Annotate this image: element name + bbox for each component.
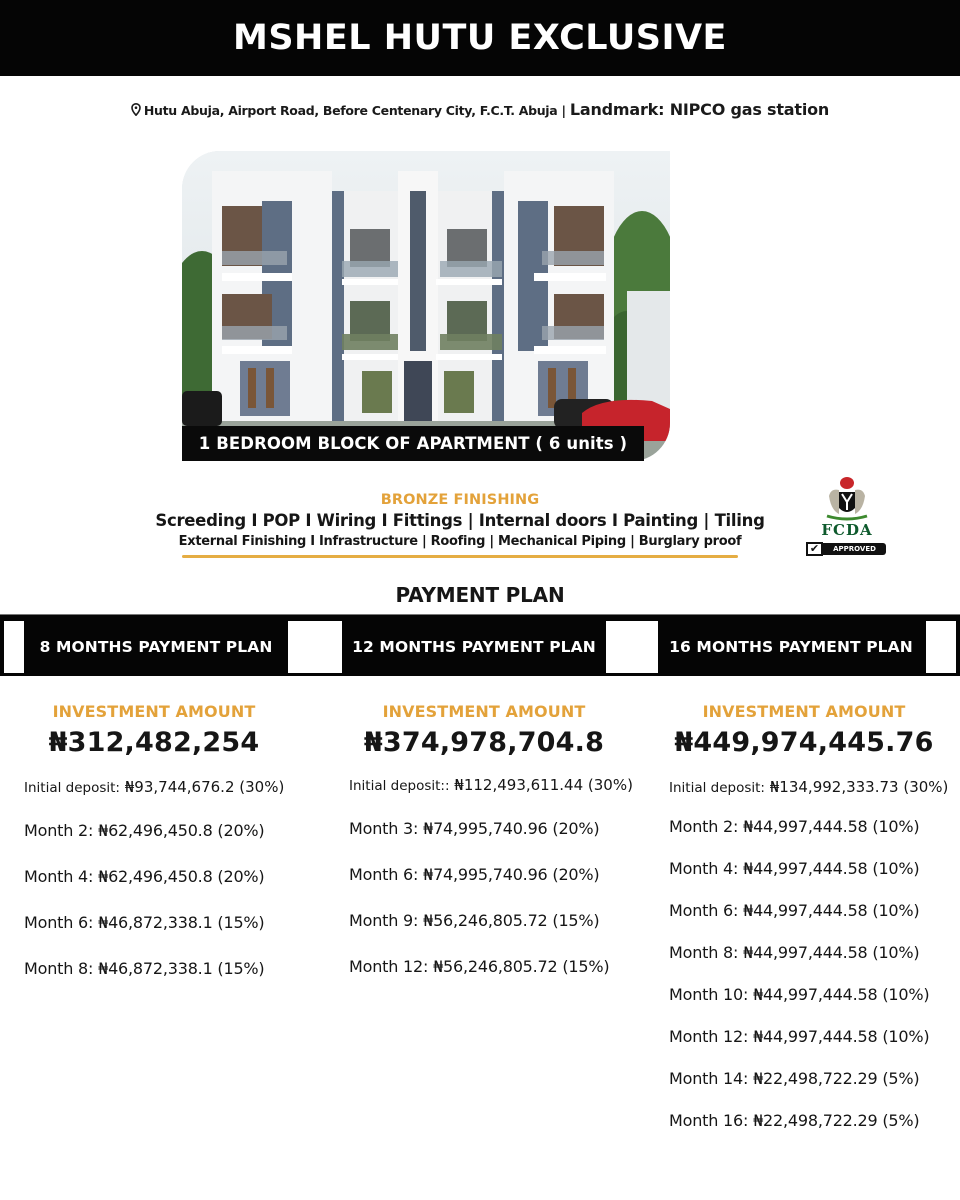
- installment-row: Month 6: ₦44,997,444.58 (10%): [669, 901, 920, 920]
- hero-caption: 1 BEDROOM BLOCK OF APARTMENT ( 6 units ): [182, 426, 644, 461]
- installment-row: Month 2: ₦62,496,450.8 (20%): [24, 821, 265, 840]
- approved-tag: [806, 542, 886, 556]
- installment-row: Month 12: ₦56,246,805.72 (15%): [349, 957, 610, 976]
- payment-plan-heading: PAYMENT PLAN: [395, 583, 565, 607]
- finishing-line-2: External Finishing I Infrastructure | Roofing | Mechanical Piping | Burglary proof: [178, 534, 742, 549]
- tab-divider: [606, 621, 658, 673]
- approved-text: APPROVED: [823, 543, 886, 555]
- installment-row: Month 8: ₦44,997,444.58 (10%): [669, 943, 920, 962]
- gold-divider: [182, 555, 738, 558]
- plan-column-8-months: [24, 702, 314, 978]
- investment-label: INVESTMENT AMOUNT: [382, 702, 586, 721]
- address-text: Hutu Abuja, Airport Road, Before Centenary City, F.C.T. Abuja |: [143, 103, 566, 118]
- installment-row: Month 4: ₦44,997,444.58 (10%): [669, 859, 920, 878]
- investment-label: INVESTMENT AMOUNT: [702, 702, 906, 721]
- apartment-building-illustration: [182, 151, 670, 461]
- landmark-text: Landmark: NIPCO gas station: [569, 100, 830, 119]
- tab-divider: [288, 621, 342, 673]
- title-bar: [0, 0, 960, 76]
- installment-row: Month 6: ₦46,872,338.1 (15%): [24, 913, 265, 932]
- page-title: MSHEL HUTU EXCLUSIVE: [233, 18, 727, 58]
- investment-amount: ₦374,978,704.8: [363, 727, 605, 758]
- deposit-label: Initial deposit:: [24, 780, 120, 796]
- checkmark-icon: ✔: [806, 542, 823, 556]
- initial-deposit: [669, 778, 959, 796]
- initial-deposit: [349, 776, 649, 794]
- deposit-value: ₦134,992,333.73 (30%): [764, 778, 949, 796]
- finishing-label: BRONZE FINISHING: [380, 492, 540, 508]
- deposit-label: Initial deposit:: [669, 780, 765, 796]
- tab-12-months[interactable]: 12 MONTHS PAYMENT PLAN: [352, 638, 596, 656]
- coat-of-arms-icon: [817, 474, 877, 522]
- installment-row: Month 16: ₦22,498,722.29 (5%): [669, 1111, 920, 1130]
- tab-divider: [4, 621, 24, 673]
- deposit-label: Initial deposit::: [349, 778, 450, 794]
- installment-row: Month 12: ₦44,997,444.58 (10%): [669, 1027, 930, 1046]
- plan-column-12-months: [349, 702, 649, 976]
- installment-row: Month 6: ₦74,995,740.96 (20%): [349, 865, 600, 884]
- investment-amount: ₦312,482,254: [48, 727, 260, 758]
- installment-row: Month 14: ₦22,498,722.29 (5%): [669, 1069, 920, 1088]
- deposit-value: ₦112,493,611.44 (30%): [449, 776, 633, 794]
- payment-plan-tabs: [0, 614, 960, 676]
- installment-row: Month 9: ₦56,246,805.72 (15%): [349, 911, 600, 930]
- finishing-line-1: Screeding I POP I Wiring I Fittings | Internal doors I Painting | Tiling: [155, 511, 765, 530]
- finishing-section: [150, 492, 770, 558]
- plan-column-16-months: [669, 702, 959, 1130]
- tab-divider: [926, 621, 956, 673]
- tab-8-months[interactable]: 8 MONTHS PAYMENT PLAN: [39, 638, 273, 656]
- installment-row: Month 10: ₦44,997,444.58 (10%): [669, 985, 930, 1004]
- installment-row: Month 4: ₦62,496,450.8 (20%): [24, 867, 265, 886]
- investment-label: INVESTMENT AMOUNT: [52, 702, 256, 721]
- investment-amount: ₦449,974,445.76: [674, 727, 934, 758]
- installment-row: Month 8: ₦46,872,338.1 (15%): [24, 959, 265, 978]
- tab-16-months[interactable]: 16 MONTHS PAYMENT PLAN: [669, 638, 913, 656]
- installment-row: Month 2: ₦44,997,444.58 (10%): [669, 817, 920, 836]
- fcda-name: FCDA: [821, 521, 873, 539]
- installment-row: Month 3: ₦74,995,740.96 (20%): [349, 819, 600, 838]
- building-image: [182, 151, 670, 461]
- deposit-value: ₦93,744,676.2 (30%): [119, 778, 285, 796]
- map-pin-icon: [131, 103, 141, 116]
- fcda-approved-badge: [805, 474, 889, 562]
- location-line: [0, 100, 960, 119]
- initial-deposit: [24, 778, 314, 796]
